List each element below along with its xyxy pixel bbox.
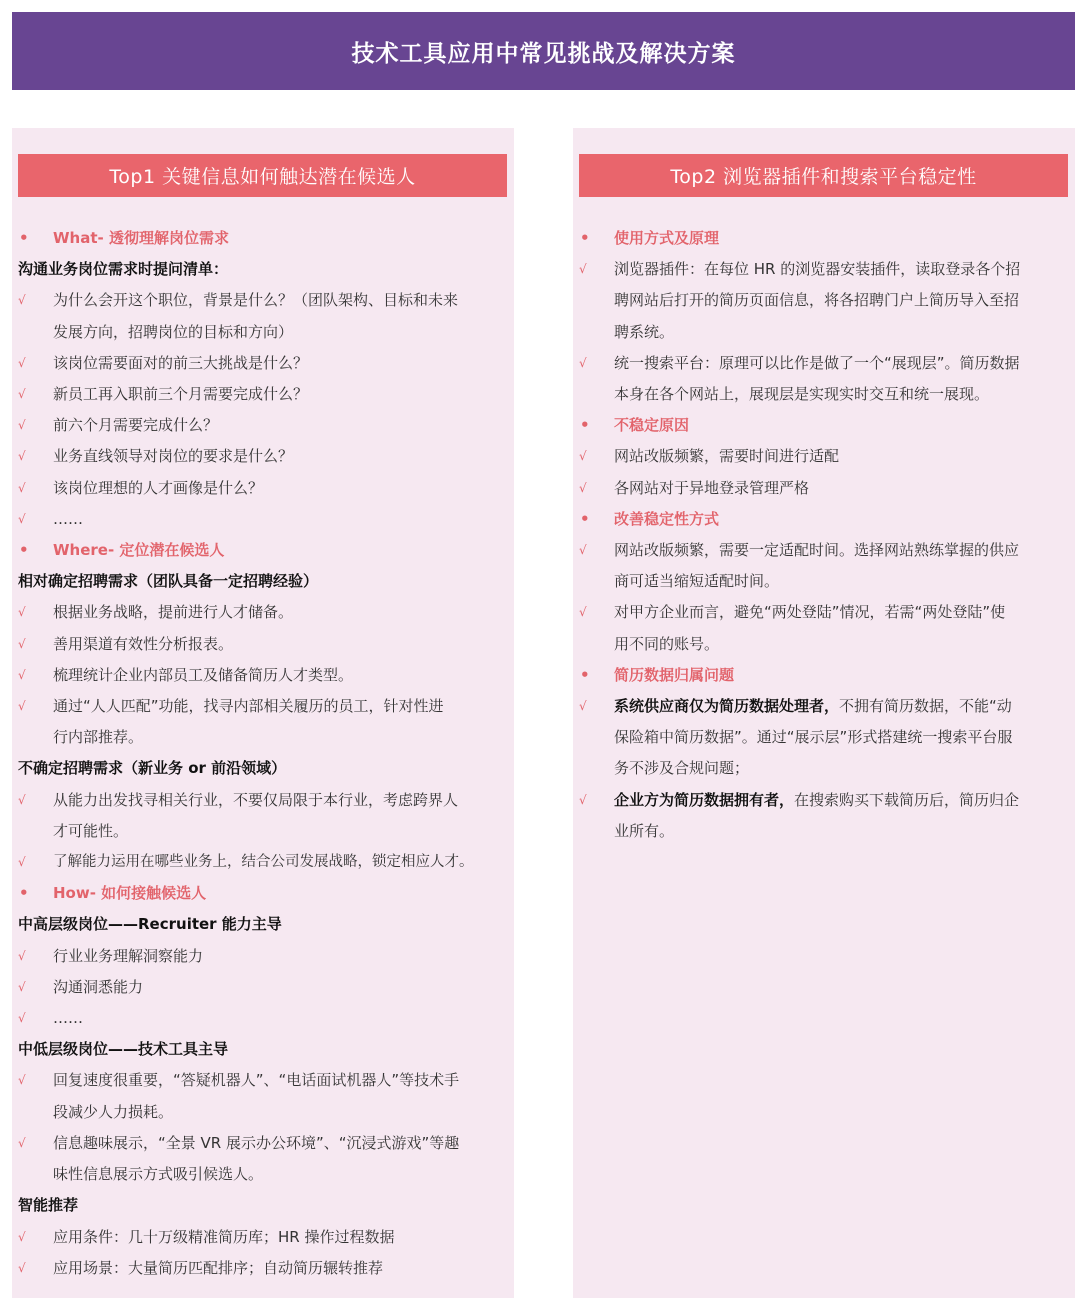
list-item: √ 梳理统计企业内部员工及储备简历人才类型。 <box>18 660 510 691</box>
list-item: √ 应用条件：几十万级精准简历库；HR 操作过程数据 <box>18 1222 510 1253</box>
check-icon: √ <box>579 355 587 370</box>
check-icon: √ <box>579 605 587 620</box>
section-heading: 中低层级岗位——技术工具主导 <box>18 1040 229 1059</box>
list-item: √ 通过“人人匹配”功能，找寻内部相关履历的员工，针对性进 行内部推荐。 <box>18 691 510 753</box>
check-icon: √ <box>18 667 26 682</box>
list-item: √ 根据业务战略，提前进行人才储备。 <box>18 597 510 628</box>
list-item: √ 统一搜索平台：原理可以比作是做了一个“展现层”。简历数据 本身在各个网站上，展现层是实现实时交互和统一展现。 <box>579 348 1071 410</box>
check-icon: √ <box>18 1260 26 1275</box>
list-item: √ 了解能力运用在哪些业务上，结合公司发展战略，锁定相应人才。 <box>18 847 510 878</box>
left-panel-header <box>18 154 507 197</box>
list-item: √ 企业方为简历数据拥有者，在搜索购买下载简历后，简历归企 业所有。 <box>579 785 1071 847</box>
bullet-icon: • <box>580 416 590 435</box>
check-icon: √ <box>18 355 26 370</box>
list-item: √ 沟通洞悉能力 <box>18 972 510 1003</box>
check-icon: √ <box>18 1135 26 1150</box>
list-item: √ 业务直线领导对岗位的要求是什么？ <box>18 441 510 472</box>
list-item: √ 为什么会开这个职位，背景是什么？（团队架构、目标和未来 发展方向，招聘岗位的目标和方向） <box>18 285 510 347</box>
right-panel-content <box>579 223 1071 847</box>
section-title-usage: • 使用方式及原理 <box>579 223 1071 254</box>
bullet-icon: • <box>580 509 590 528</box>
left-panel-header-text: Top1 关键信息如何触达潜在候选人 <box>109 166 416 188</box>
check-icon: √ <box>18 293 26 308</box>
bullet-icon: • <box>19 541 29 560</box>
check-icon: √ <box>579 262 587 277</box>
section-title-unstable: • 不稳定原因 <box>579 410 1071 441</box>
list-item: √ …… <box>18 1003 510 1034</box>
list-item: √ 该岗位需要面对的前三大挑战是什么？ <box>18 348 510 379</box>
page-title-banner <box>12 12 1075 90</box>
check-icon: √ <box>18 387 26 402</box>
list-item: √ 信息趣味展示，“全景 VR 展示办公环境”、“沉浸式游戏”等趣 味性信息展示方式吸引候选人。 <box>18 1128 510 1190</box>
check-icon: √ <box>579 449 587 464</box>
right-panel <box>573 128 1075 1298</box>
section-title-what: • What- 透彻理解岗位需求 <box>18 223 510 254</box>
check-icon: √ <box>18 636 26 651</box>
check-icon: √ <box>579 699 587 714</box>
list-item: √ 回复速度很重要，“答疑机器人”、“电话面试机器人”等技术手 段减少人力损耗。 <box>18 1065 510 1127</box>
list-item: √ 网站改版频繁，需要时间进行适配 <box>579 441 1071 472</box>
left-panel-content <box>18 223 510 1284</box>
section-title-improve: • 改善稳定性方式 <box>579 504 1071 535</box>
check-icon: √ <box>18 1229 26 1244</box>
section-title-ownership: • 简历数据归属问题 <box>579 660 1071 691</box>
check-icon: √ <box>18 1073 26 1088</box>
check-icon: √ <box>18 511 26 526</box>
check-icon: √ <box>18 948 26 963</box>
page-title: 技术工具应用中常见挑战及解决方案 <box>351 40 736 67</box>
check-icon: √ <box>579 480 587 495</box>
check-icon: √ <box>18 979 26 994</box>
check-icon: √ <box>18 792 26 807</box>
list-item: √ 行业业务理解洞察能力 <box>18 941 510 972</box>
check-icon: √ <box>18 480 26 495</box>
check-icon: √ <box>579 543 587 558</box>
right-panel-header <box>579 154 1068 197</box>
list-item: √ 对甲方企业而言，避免“两处登陆”情况，若需“两处登陆”使 用不同的账号。 <box>579 597 1071 659</box>
check-icon: √ <box>18 855 26 870</box>
list-item: √ 浏览器插件：在每位 HR 的浏览器安装插件，读取登录各个招 聘网站后打开的简历页面信息，将各招聘门户上简历导入至招 聘系统。 <box>579 254 1071 348</box>
check-icon: √ <box>579 792 587 807</box>
list-item: √ 前六个月需要完成什么？ <box>18 410 510 441</box>
list-item: √ 善用渠道有效性分析报表。 <box>18 629 510 660</box>
check-icon: √ <box>18 449 26 464</box>
section-heading: 智能推荐 <box>18 1196 79 1215</box>
list-item: √ …… <box>18 504 510 535</box>
bullet-icon: • <box>580 229 590 247</box>
list-item: √ 各网站对于异地登录管理严格 <box>579 473 1071 504</box>
list-item: √ 该岗位理想的人才画像是什么？ <box>18 473 510 504</box>
check-icon: √ <box>18 605 26 620</box>
list-item: √ 新员工再入职前三个月需要完成什么？ <box>18 379 510 410</box>
section-heading: 中高层级岗位——Recruiter 能力主导 <box>18 915 282 934</box>
list-item: √ 系统供应商仅为简历数据处理者，不拥有简历数据，不能“动 保险箱中简历数据”。通过“展示层”形式搭建统一搜索平台服 务不涉及合规问题； <box>579 691 1071 785</box>
section-heading: 不确定招聘需求（新业务 or 前沿领域） <box>18 759 287 778</box>
section-title-where: • Where- 定位潜在候选人 <box>18 535 510 566</box>
bullet-icon: • <box>580 665 590 684</box>
list-item: √ 从能力出发找寻相关行业，不要仅局限于本行业，考虑跨界人 才可能性。 <box>18 785 510 847</box>
list-item: √ 应用场景：大量简历匹配排序；自动简历辗转推荐 <box>18 1253 510 1284</box>
section-heading: 沟通业务岗位需求时提问清单： <box>18 260 229 279</box>
check-icon: √ <box>18 1011 26 1026</box>
list-item: √ 网站改版频繁，需要一定适配时间。选择网站熟练掌握的供应 商可适当缩短适配时间。 <box>579 535 1071 597</box>
check-icon: √ <box>18 699 26 714</box>
section-heading: 相对确定招聘需求（团队具备一定招聘经验） <box>18 572 319 591</box>
bullet-icon: • <box>19 229 29 247</box>
left-panel <box>12 128 514 1298</box>
bullet-icon: • <box>19 884 29 903</box>
check-icon: √ <box>18 418 26 433</box>
right-panel-header-text: Top2 浏览器插件和搜索平台稳定性 <box>670 166 977 188</box>
section-title-how: • How- 如何接触候选人 <box>18 878 510 909</box>
